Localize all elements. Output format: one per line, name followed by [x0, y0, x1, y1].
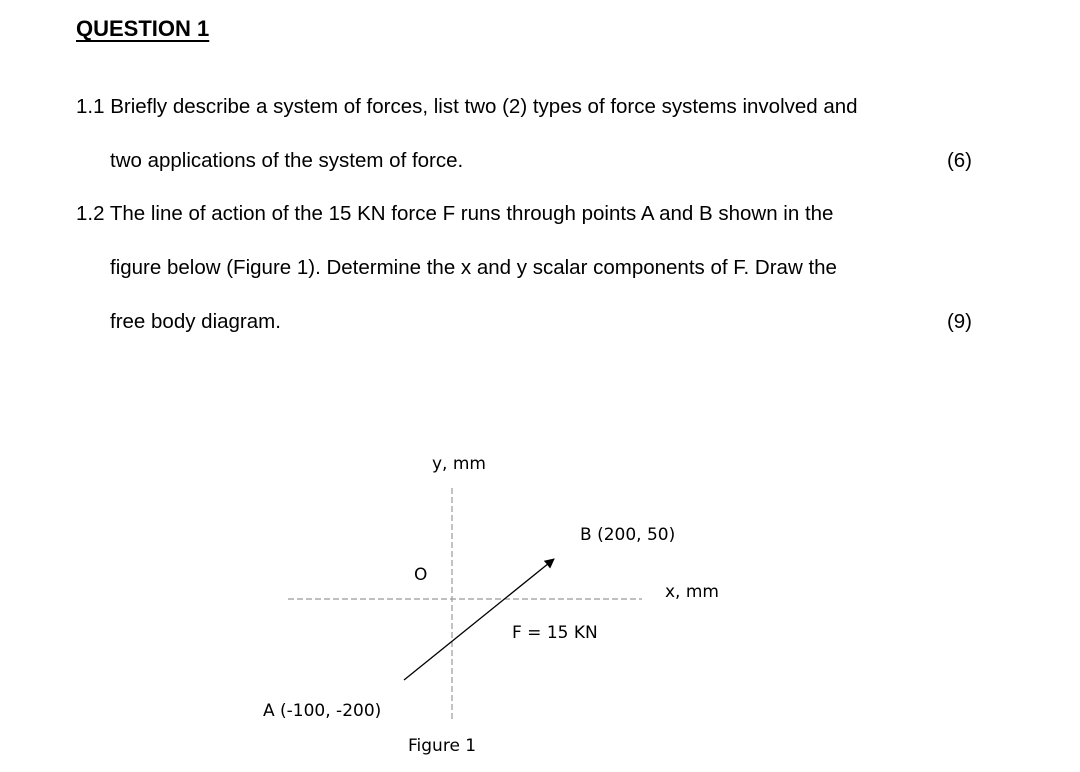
point-b-label: B (200, 50): [580, 525, 676, 545]
question-1-2-line-2: figure below (Figure 1). Determine the x and y scalar components of F. Draw the: [110, 256, 837, 279]
point-a-label: A (-100, -200): [263, 701, 382, 721]
question-heading: QUESTION 1: [76, 16, 210, 41]
question-1-2-line-1: 1.2 The line of action of the 15 KN force F runs through points A and B shown in the: [76, 202, 834, 225]
x-axis-label: x, mm: [665, 582, 719, 602]
origin-label: O: [414, 565, 428, 585]
question-1-1-line-2: two applications of the system of force.: [110, 149, 464, 172]
question-1-1-line-1: 1.1 Briefly describe a system of forces, list two (2) types of force systems involved and: [76, 95, 858, 118]
question-1-2-line-3: free body diagram.: [110, 310, 281, 333]
y-axis-label: y, mm: [432, 454, 486, 474]
force-label: F = 15 KN: [512, 623, 598, 643]
figure-caption: Figure 1: [408, 736, 477, 756]
question-1-2-marks: (9): [946, 310, 972, 333]
question-1-1-marks: (6): [946, 149, 972, 172]
